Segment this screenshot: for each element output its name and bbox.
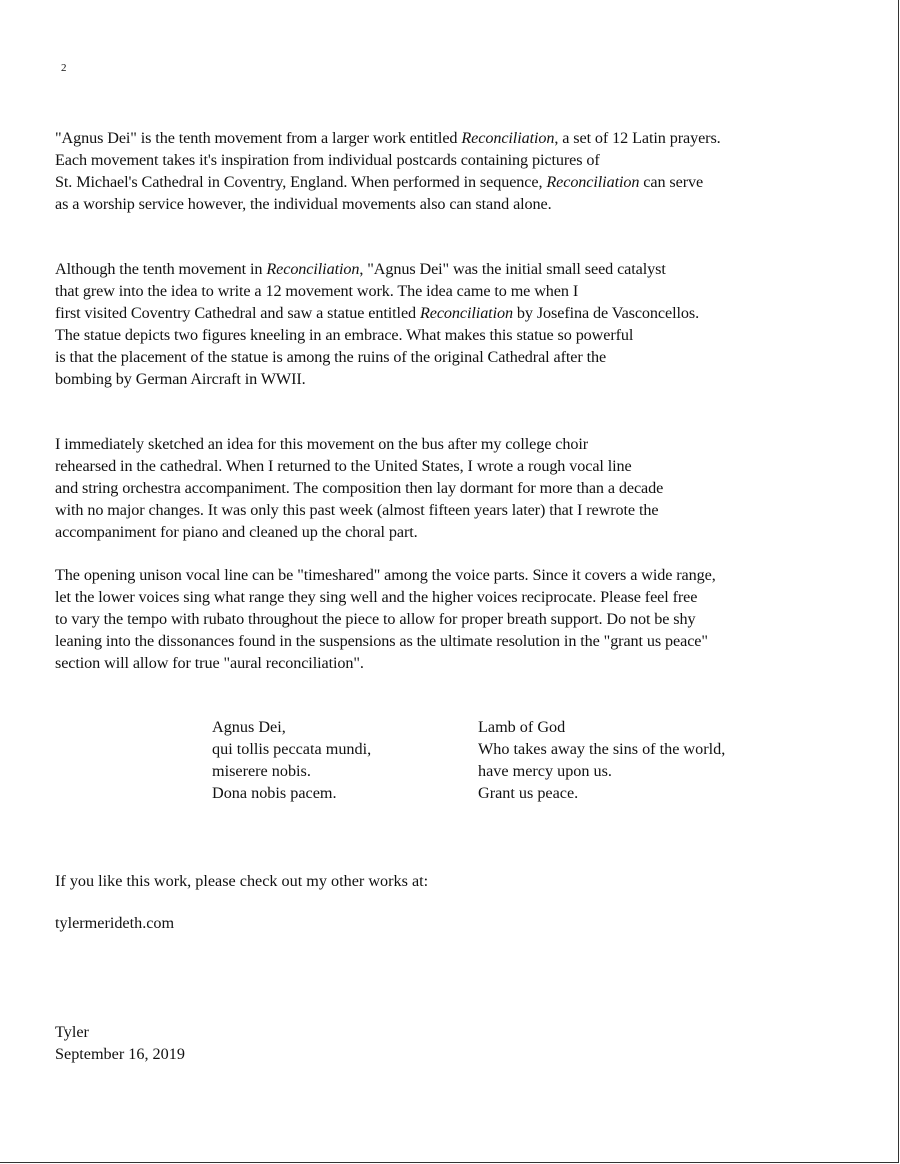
text-line: is that the placement of the statue is among the ruins of the original Cathedral after the bbox=[55, 348, 607, 366]
work-title: Reconciliation bbox=[266, 260, 360, 278]
latin-line: Agnus Dei, bbox=[212, 718, 286, 736]
text-line: Each movement takes it's inspiration from individual postcards containing pictures of bbox=[55, 151, 600, 169]
text-run: St. Michael's Cathedral in Coventry, England. When performed in sequence, bbox=[55, 173, 547, 191]
text-line bbox=[55, 127, 721, 149]
text-line: bombing by German Aircraft in WWII. bbox=[55, 370, 306, 388]
text-line: as a worship service however, the individual movements also can stand alone. bbox=[55, 195, 552, 213]
text-line: let the lower voices sing what range they sing well and the higher voices reciprocate. Please feel free bbox=[55, 588, 698, 606]
english-line: Lamb of God bbox=[478, 718, 566, 736]
text-run: first visited Coventry Cathedral and saw a statue entitled bbox=[55, 304, 420, 322]
english-line: Grant us peace. bbox=[478, 784, 579, 802]
page-number: 2 bbox=[61, 62, 67, 74]
text-run: "Agnus Dei" is the tenth movement from a larger work entitled bbox=[55, 129, 462, 147]
contact-prompt: If you like this work, please check out my other works at: bbox=[55, 872, 429, 890]
work-title: Reconciliation bbox=[461, 129, 555, 147]
latin-line: Dona nobis pacem. bbox=[212, 784, 337, 802]
text-line bbox=[55, 302, 699, 324]
text-line bbox=[55, 171, 721, 193]
origin-paragraph bbox=[55, 258, 699, 390]
text-run: , "Agnus Dei" was the initial small seed catalyst bbox=[359, 260, 666, 278]
statue-title: Reconciliation bbox=[419, 304, 513, 322]
text-line: and string orchestra accompaniment. The composition then lay dormant for more than a decade bbox=[55, 479, 664, 497]
text-run: , a set of 12 Latin prayers. bbox=[554, 129, 721, 147]
text-line: rehearsed in the cathedral. When I returned to the United States, I wrote a rough vocal line bbox=[55, 457, 632, 475]
history-paragraph bbox=[55, 433, 663, 543]
intro-paragraph bbox=[55, 127, 721, 215]
english-line: Who takes away the sins of the world, bbox=[478, 740, 726, 758]
text-line: with no major changes. It was only this past week (almost fifteen years later) that I rewrote the bbox=[55, 501, 659, 519]
text-line bbox=[55, 258, 699, 280]
text-line: accompaniment for piano and cleaned up the choral part. bbox=[55, 523, 418, 541]
signature bbox=[55, 1021, 185, 1065]
performance-notes-paragraph bbox=[55, 564, 716, 674]
english-line: have mercy upon us. bbox=[478, 762, 612, 780]
latin-text bbox=[212, 716, 371, 804]
text-line: leaning into the dissonances found in the suspensions as the ultimate resolution in the "grant us peace" bbox=[55, 632, 708, 650]
latin-line: miserere nobis. bbox=[212, 762, 311, 780]
english-translation bbox=[478, 716, 725, 804]
signature-name: Tyler bbox=[55, 1023, 89, 1041]
text-line: The opening unison vocal line can be "timeshared" among the voice parts. Since it covers a wide range, bbox=[55, 566, 716, 584]
text-line: that grew into the idea to write a 12 movement work. The idea came to me when I bbox=[55, 282, 579, 300]
text-line: section will allow for true "aural reconciliation". bbox=[55, 654, 364, 672]
text-run: by Josefina de Vasconcellos. bbox=[512, 304, 700, 322]
latin-line: qui tollis peccata mundi, bbox=[212, 740, 372, 758]
website-link[interactable]: tylermerideth.com bbox=[55, 914, 175, 932]
text-run: Although the tenth movement in bbox=[55, 260, 267, 278]
text-run: can serve bbox=[639, 173, 704, 191]
signature-date: September 16, 2019 bbox=[55, 1045, 185, 1063]
text-line: The statue depicts two figures kneeling in an embrace. What makes this statue so powerful bbox=[55, 326, 634, 344]
text-line: to vary the tempo with rubato throughout the piece to allow for proper breath support. Do not be shy bbox=[55, 610, 696, 628]
work-title: Reconciliation bbox=[546, 173, 640, 191]
text-line: I immediately sketched an idea for this movement on the bus after my college choir bbox=[55, 435, 589, 453]
